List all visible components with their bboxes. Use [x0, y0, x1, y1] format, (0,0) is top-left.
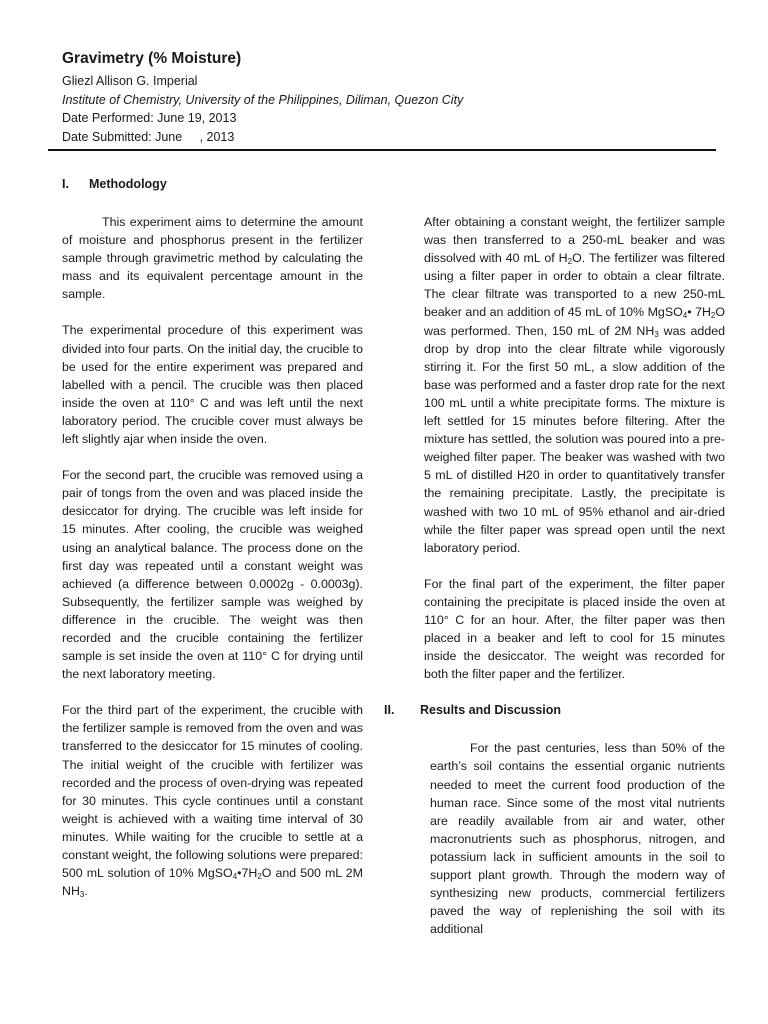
text-run: After obtaining a constant weight, the fertilizer sample was then transferred to a 250-mL beaker and was dissolved with 40 mL of H [424, 215, 725, 266]
paragraph [62, 701, 363, 900]
section-heading-methodology [62, 175, 363, 193]
subscript: 3 [79, 890, 85, 900]
right-column [384, 213, 725, 1024]
section-heading-results [384, 701, 725, 719]
text-run: For the third part of the experiment, the crucible with the fertilizer sample is removed from the oven and was transferred to the desiccator for 15 minutes of cooling. The initial weight of the crucible with fertilizer was recorded and the process of oven-drying was repeated for 30 minutes. This cycle continues until a constant weight is achieved with a waiting time interval of 30 minutes. While waiting for the crucible to settle at a constant weight, the following solutions were prepared: 500 mL solution of 10% MgSO [62, 703, 363, 881]
subscript: 3 [654, 329, 659, 339]
section-title: Methodology [89, 177, 167, 191]
subscript: 2 [257, 872, 262, 882]
section-title: Results and Discussion [420, 703, 562, 718]
document-title: Gravimetry (% Moisture) [62, 50, 242, 67]
paragraph: For the second part, the crucible was removed using a pair of tongs from the oven and was placed inside the desiccator for drying. The crucible was left inside for 15 minutes. After cooling, the crucible was weighed using an analytical balance. The process done on the first day was repeated until a constant weight was achieved (a difference between 0.0002g - 0.0003g). Subsequently, the fertilizer sample was weighed by difference in the crucible. The weight was then recorded and the crucible containing the fertilizer sample is set inside the oven at 110° C for drying until the next laboratory meeting. [62, 468, 363, 682]
header-divider [48, 149, 716, 151]
text-run: O. The fertilizer was filtered using a filter paper in order to obtain a clear filtrate. The clear filtrate was transported to a new 250-mL beaker and an addition of 45 mL of 10% MgSO [424, 251, 725, 320]
subscript: 4 [682, 311, 688, 321]
text-run: was added drop by drop into the clear filtrate while vigorously stirring it. For the first 50 mL, a slow addition of the base was performed and a faster drop rate for the next 100 mL until a white precipitate forms. The mixture is left settled for 15 minutes before filtering. After the mixture has settled, the solution was poured into a pre-weighed filter paper. The beaker was washed with two 5 mL of distilled H20 in order to quantitatively transfer the remaining precipitate. Lastly, the precipitate is washed with two 10 mL of 95% ethanol and air-dried while the filter paper was spread open until the next laboratory period. [424, 323, 725, 555]
subscript: 2 [710, 311, 716, 321]
subscript: 2 [567, 257, 573, 267]
left-column [62, 175, 363, 1020]
document-header [62, 49, 722, 146]
section-number: I. [62, 177, 69, 191]
paragraph: This experiment aims to determine the amount of moisture and phosphorus present in the fertilizer sample through gravimetric method by calculating the mass and its equivalent percentage amount in the sample. [62, 215, 363, 302]
author-name: Gliezl Allison G. Imperial [62, 74, 198, 88]
institute-affiliation: Institute of Chemistry, University of the Philippines, Diliman, Quezon City [62, 92, 464, 107]
paragraph: The experimental procedure of this experiment was divided into four parts. On the initial day, the crucible to be used for the entire experiment was prepared and labelled with a pencil. The crucible was then placed inside the oven at 110° C and was left until the next laboratory period. The crucible cover must always be left slightly ajar when inside the oven. [62, 323, 363, 447]
paragraph [424, 213, 725, 557]
text-run: •7H [237, 866, 258, 881]
text-run: O and 500 mL 2M NH [62, 866, 363, 899]
section-number: II. [384, 703, 395, 718]
subscript: 4 [232, 872, 238, 882]
text-run: O was performed. Then, 150 mL of 2M NH [424, 305, 725, 338]
paragraph: For the past centuries, less than 50% of the earth’s soil contains the essential organic nutrients needed to meet the current food production of the human race. Since some of the most vital nutrients are readily available from air and water, other macronutrients such as phosphorus, nitrogen, and potassium lack in sufficient amounts in the soil to support plant growth. Through the modern way of synthesizing new products, commercial fertilizers paved the way of replenishing the soil with its additional [430, 741, 725, 937]
text-run: . [84, 884, 88, 899]
text-run: • 7H [687, 305, 711, 320]
date-performed: Date Performed: June 19, 2013 [62, 111, 237, 125]
paragraph: For the final part of the experiment, the filter paper containing the precipitate is placed inside the oven at 110° C for an hour. After, the filter paper was then placed in a beaker and left to cool for 15 minutes inside the desiccator. The weight was recorded for both the filter paper and the fertilizer. [424, 576, 725, 682]
date-submitted: Date Submitted: June , 2013 [62, 129, 235, 144]
